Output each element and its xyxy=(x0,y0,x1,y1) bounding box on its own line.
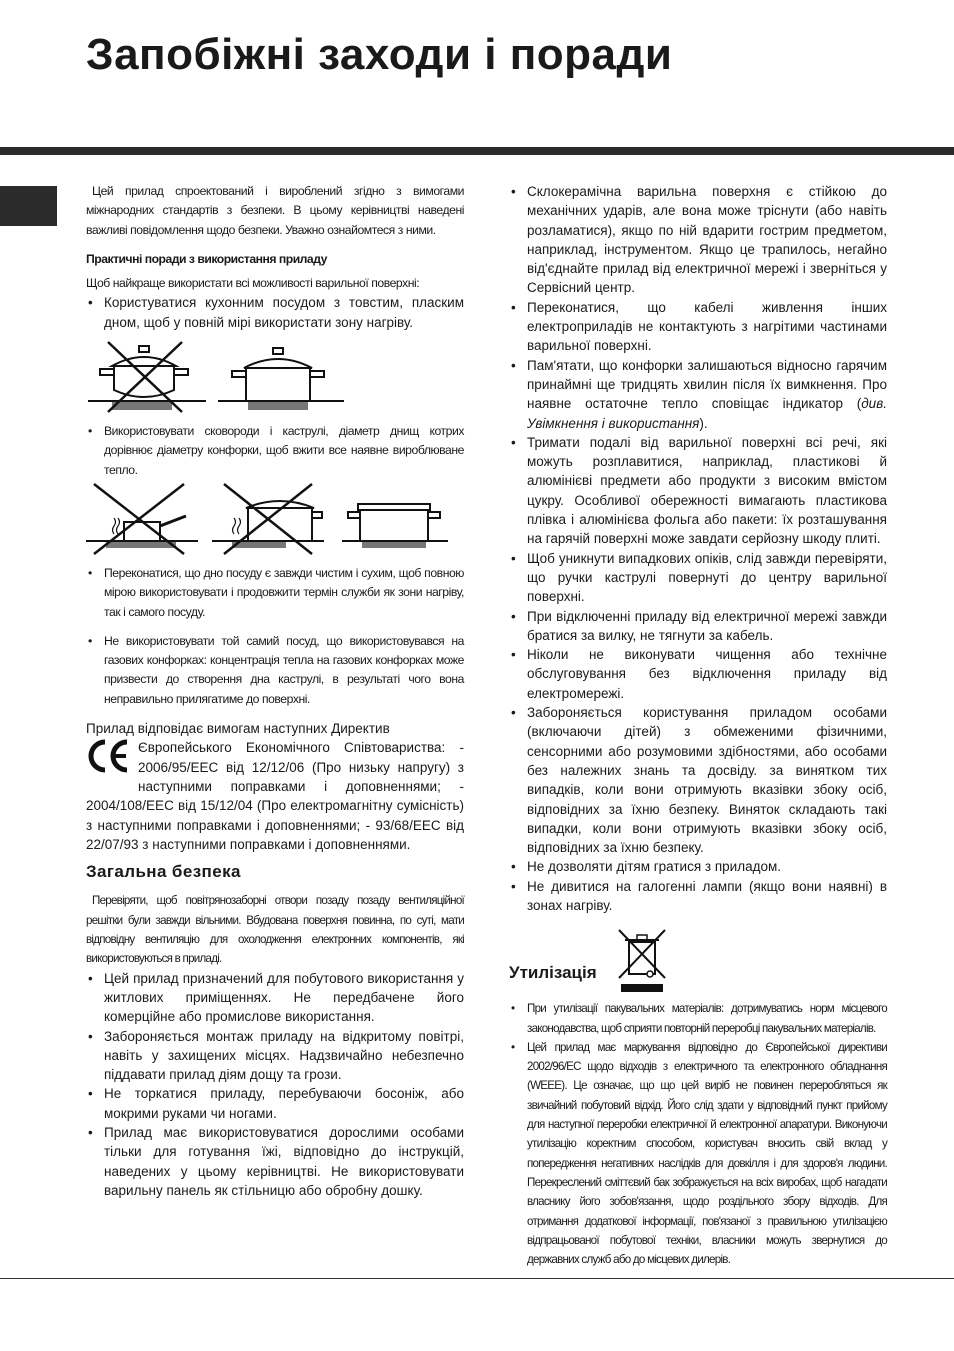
correct-pot-icon xyxy=(218,338,348,414)
crossed-bin-icon xyxy=(615,926,669,994)
safety-item-9: • Щоб уникнути випадкових опіків, слід завжди перевіряти, що ручки каструлі повернуті до центру варильної поверхні. xyxy=(509,549,887,607)
directives-block xyxy=(86,719,464,854)
page-title: Запобіжні заходи і поради xyxy=(86,30,673,79)
indicator-reference: див. Увімкнення і використання xyxy=(527,396,887,431)
practical-item-2: • Використовувати сковороди і каструлі, діаметр днищ котрих дорівнює діаметру конфорки, щоб вжити все наявне вироблюване тепло. xyxy=(86,422,464,480)
disposal-heading: Утилізація xyxy=(509,963,597,983)
ce-mark-icon xyxy=(86,738,130,779)
safety-item-11: • Ніколи не виконувати чищення або технічне обслуговування без відключення приладу від електромережі. xyxy=(509,645,887,703)
cookware-figure-1 xyxy=(86,338,464,414)
left-column xyxy=(86,182,464,1200)
side-tab-marker xyxy=(0,186,57,226)
disposal-header xyxy=(509,921,887,993)
safety-list-left xyxy=(86,969,464,1201)
practical-item-1: • Користуватися кухонним посудом з товстим, пласким дном, щоб у повній мірі використати зону нагріву. xyxy=(86,293,464,332)
safety-item-8: • Тримати подалі від варильної поверхні всі речі, які можуть розплавитися, наприклад, пластикові й алюмінієві предмети або продукти з високим вмістом цукру. Особливої обережності вимагають пластикова плівка і алюмінієва фольга або пакети: їх розташування на гарячій поверхні може завдати серйозну шкоду плиті. xyxy=(509,433,887,549)
disposal-list xyxy=(509,999,887,1269)
directives-text: Європейського Економічного Співтовариства: - 2006/95/EEC від 12/12/06 (Про низьку напругу) з наступними поправками і доповненнями; - 2004/108/EEC від 15/12/04 (Про електромагнітну сумісність) з наступними поправками і доповненнями; - 93/68/EEC від 22/07/93 з наступними поправками і доповненнями. xyxy=(86,740,464,852)
safety-item-5: • Склокерамічна варильна поверхня є стійкою до механічних ударів, але вона може тріснути (або навіть розламатися), якщо по ній вдарити гострим предметом, наприклад, інструментом. Якщо це трапилось, негайно від'єднайте прилад від електричної мережі і зверніться у Сервісний центр. xyxy=(509,182,887,298)
practical-heading: Практичні поради з використання приладу xyxy=(86,251,327,266)
directives-line1: Прилад відповідає вимогам наступних Директив xyxy=(86,721,390,737)
safety-item-3: • Не торкатися приладу, перебуваючи босоніж, або мокрими руками чи ногами. xyxy=(86,1084,464,1123)
safety-item-2: • Забороняється монтаж приладу на відкритому повітрі, навіть у захищених місцях. Надзвичайно небезпечно піддавати прилад діям дощу та грози. xyxy=(86,1027,464,1085)
correct-pot-size-icon xyxy=(342,482,452,556)
disposal-item-1: • При утилізації пакувальних матеріалів: дотримуватись норм місцевого законодавства, щоб сприяти повторній переробці пакувальних матеріалів. xyxy=(509,999,887,1038)
intro-paragraph: Цей прилад спроектований і вироблений згідно з вимогами міжнародних стандартів з безпеки. В цьому керівництві наведені важливі повідомлення щодо безпеки. Уважно ознайомтеся з ними. xyxy=(86,184,464,237)
safety-item-4: • Прилад має використовуватися дорослими особами тільки для готування їжі, відповідно до інструкцій, наведених у цьому керівництві. Не використовувати варильну панель як стільницю або обробну дошку. xyxy=(86,1123,464,1200)
footer-rule xyxy=(0,1278,954,1279)
safety-item-13: • Не дозволяти дітям гратися з приладом. xyxy=(509,857,887,876)
small-pan-wrong-icon xyxy=(86,482,208,556)
safety-item-6: • Переконатися, що кабелі живлення інших електроприладів не контактують з нагрітими частинами варильної поверхні. xyxy=(509,298,887,356)
wrong-pot-icon xyxy=(86,338,216,414)
practical-lead: Щоб найкраще використати всі можливості варильної поверхні: xyxy=(86,276,420,291)
practical-item-3: • Переконатися, що дно посуду є завжди чистим і сухим, щоб повною мірою використовувати і продовжити термін служби як зони нагріву, так і самого посуду. xyxy=(86,564,464,622)
safety-item-12: • Забороняється користування приладом особами (включаючи дітей) з обмеженими фізичними, сенсорними або розумовими здібностями, або особами без належних знань та досвіду. за винятком тих випадків, коли вони отримують вказівки збоку осіб, відповідних за їхню безпеку. Виняток складають такі випадки, коли вони отримують вказівки збоку осіб, відповідних за їхню безпеку. xyxy=(509,703,887,857)
big-pot-wrong-icon xyxy=(212,482,336,556)
safety-item-7-text: Пам'ятати, що конфорки залишаються відносно гарячим принаймні ще тридцять хвилин після їх вимкнення. Про наявне остаточне тепло сповіщає індикатор ( xyxy=(527,357,887,412)
disposal-item-2: • Цей прилад має маркування відповідно до Європейської директиви 2002/96/EC щодо відходів з електричного та електронного обладнання (WEEE). Це означає, що що цей виріб не повинен переробляться як звичайний побутовий відхід. Його слід здати у відповідний пункт прийому для наступної переробки електричної й електронної апаратури. Виконуючи утилізацію коректним способом, користувач вносить свій вклад у попередження негативних наслідків для довкілля і для здоров'я людини. Перекреслений сміттєвий бак зображується на всіх виробах, щоб нагадати власнику його зобов'язання, щодо роздільного збору відходів. Для отримання додаткової інформації, пов'язаної з правильною утилізацією відпрацьованої побутової техніки, власники можуть звернутися до державних служб або до місцевих дилерів. xyxy=(509,1038,887,1270)
right-column xyxy=(509,182,887,1269)
safety-list-right xyxy=(509,182,887,915)
practical-list-2 xyxy=(86,422,464,480)
indicator-tail: ). xyxy=(699,415,708,431)
practical-list-3 xyxy=(86,564,464,709)
safety-item-1: • Цей прилад призначений для побутового використання у житлових приміщеннях. Не передбачене його комерційне або промислове використання. xyxy=(86,969,464,1027)
safety-item-10: • При відключенні приладу від електричної мережі завжди братися за вилку, не тягнути за кабель. xyxy=(509,607,887,646)
general-safety-intro: Перевіряти, щоб повітрянозаборні отвори позаду позаду вентиляційної решітки були завжди вільними. Вбудована поверхня повинна, по суті, мати відповідну вентиляцію для охолодження електронних компонентів, які використовуються в приладі. xyxy=(86,894,464,966)
cookware-figure-2 xyxy=(86,482,464,556)
practical-list-1 xyxy=(86,293,464,332)
practical-item-4: • Не використовувати той самий посуд, що використовувався на газових конфорках: концентрація тепла на газових конфорках може призвести до створення дна каструлі, в результаті чого вона неправильно прилягатиме до поверхні. xyxy=(86,632,464,709)
general-safety-heading: Загальна безпека xyxy=(86,862,241,882)
safety-item-14: • Не дивитися на галогенні лампи (якщо вони наявні) в зонах нагріву. xyxy=(509,877,887,916)
safety-item-7 xyxy=(509,356,887,433)
header-rule xyxy=(0,147,954,155)
